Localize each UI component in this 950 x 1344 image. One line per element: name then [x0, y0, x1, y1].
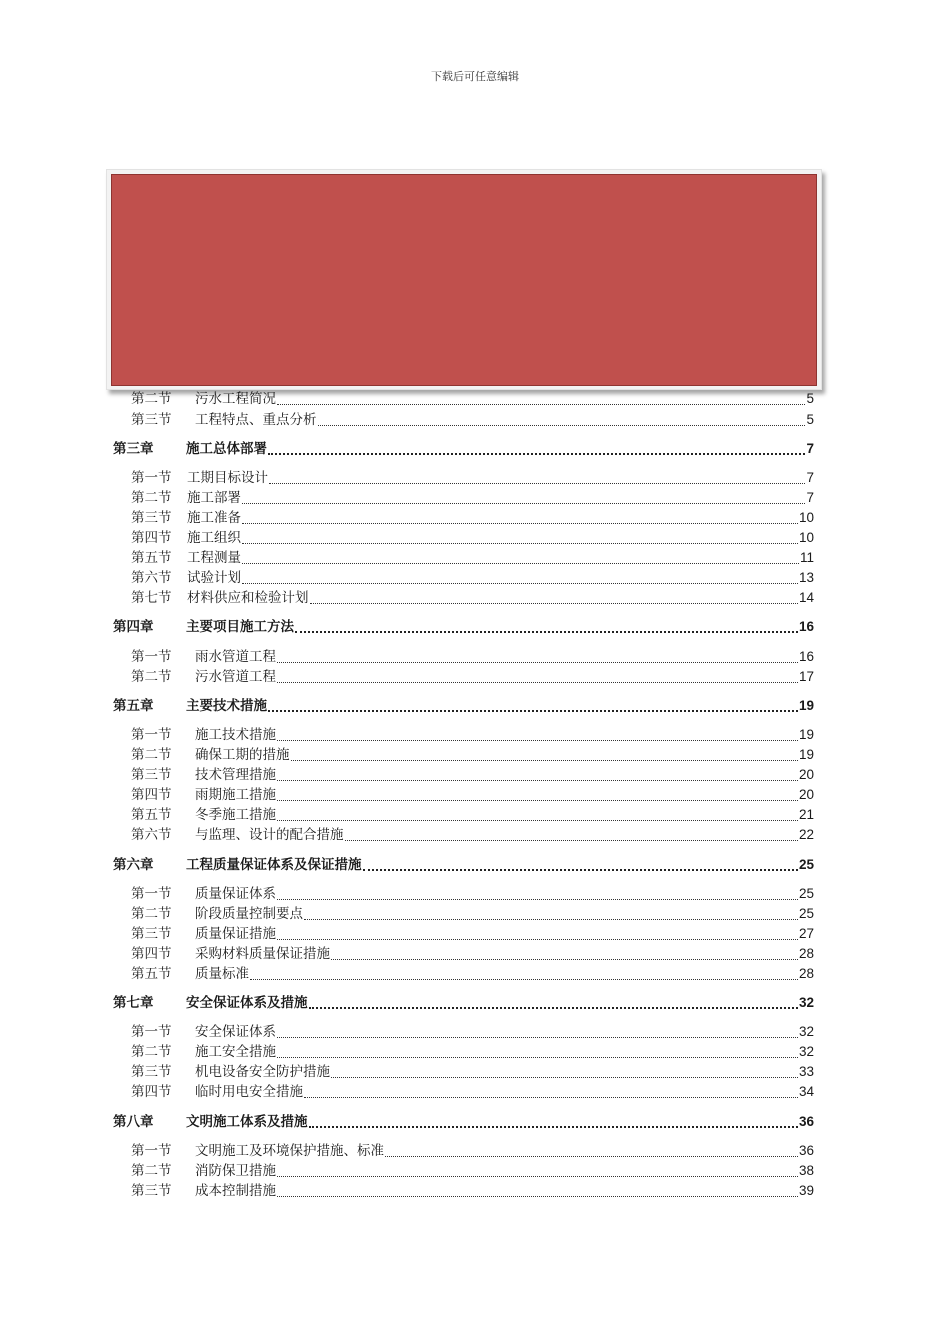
toc-page-number: 7 [806, 490, 814, 505]
toc-page-number: 20 [798, 787, 814, 802]
toc-dot-leader [277, 899, 798, 900]
toc-entry-number: 第八章 [113, 1114, 154, 1130]
toc-page-number: 39 [798, 1183, 814, 1198]
toc-entry-title: 污水工程简况 [195, 391, 276, 407]
toc-page-number: 7 [806, 470, 814, 485]
toc-page-number: 34 [798, 1084, 814, 1099]
toc-entry-number: 第二节 [131, 1044, 172, 1060]
toc-dot-leader [242, 543, 798, 544]
toc-section-entry[interactable] [131, 468, 814, 488]
toc-page-number: 38 [798, 1163, 814, 1178]
toc-entry-number: 第一节 [131, 1024, 172, 1040]
toc-dot-leader [277, 1196, 798, 1197]
toc-entry-title: 确保工期的措施 [195, 747, 290, 763]
toc-entry-title: 消防保卫措施 [195, 1163, 276, 1179]
toc-entry-number: 第一节 [131, 727, 172, 743]
toc-page-number: 33 [798, 1064, 814, 1079]
toc-section-entry[interactable] [131, 1181, 814, 1201]
toc-entry-title: 施工准备 [187, 510, 241, 526]
toc-entry-title: 质量保证体系 [195, 886, 276, 902]
toc-dot-leader [277, 780, 798, 781]
toc-entry-title: 工程特点、重点分析 [195, 412, 317, 428]
toc-entry-title: 工程质量保证体系及保证措施 [186, 857, 362, 873]
toc-entry-number: 第三节 [131, 1183, 172, 1199]
toc-entry-title: 施工部署 [187, 490, 241, 506]
toc-entry-title: 工期目标设计 [187, 470, 268, 486]
toc-page-number: 32 [798, 995, 814, 1010]
toc-entry-number: 第五节 [131, 550, 172, 566]
toc-section-entry[interactable] [131, 1022, 814, 1042]
toc-entry-number: 第二节 [131, 906, 172, 922]
toc-page-number: 20 [798, 767, 814, 782]
toc-entry-title: 质量标准 [195, 966, 249, 982]
toc-entry-number: 第二节 [131, 391, 172, 407]
toc-section-entry[interactable] [131, 805, 814, 825]
toc-chapter-entry[interactable] [113, 993, 814, 1013]
toc-entry-number: 第一节 [131, 470, 172, 486]
toc-section-entry[interactable] [131, 725, 814, 745]
toc-entry-title: 主要技术措施 [186, 698, 267, 714]
toc-chapter-entry[interactable] [113, 1112, 814, 1132]
toc-section-entry[interactable] [131, 647, 814, 667]
page-header-note: 下载后可任意编辑 [431, 70, 519, 83]
toc-entry-title: 材料供应和检验计划 [187, 590, 309, 606]
toc-entry-number: 第二节 [131, 490, 172, 506]
toc-section-entry[interactable] [131, 904, 814, 924]
toc-page-number: 13 [798, 570, 814, 585]
toc-page-number: 16 [798, 619, 814, 634]
toc-section-entry[interactable] [131, 785, 814, 805]
toc-dot-leader [277, 404, 805, 405]
toc-dot-leader [250, 979, 798, 980]
toc-section-entry[interactable] [131, 528, 814, 548]
toc-dot-leader [304, 919, 798, 920]
redaction-block [111, 174, 817, 386]
toc-page-number: 17 [798, 669, 814, 684]
toc-entry-title: 施工组织 [187, 530, 241, 546]
toc-section-entry[interactable] [131, 1062, 814, 1082]
toc-entry-number: 第五节 [131, 966, 172, 982]
toc-dot-leader [242, 563, 799, 564]
toc-page-number: 5 [806, 391, 814, 406]
toc-entry-title: 工程测量 [187, 550, 241, 566]
toc-page-number: 32 [798, 1024, 814, 1039]
toc-dot-leader [310, 603, 798, 604]
toc-dot-leader [277, 1057, 798, 1058]
toc-section-entry[interactable] [131, 745, 814, 765]
toc-entry-number: 第四节 [131, 530, 172, 546]
toc-page-number: 10 [798, 510, 814, 525]
toc-page-number: 21 [798, 807, 814, 822]
toc-entry-number: 第四节 [131, 946, 172, 962]
toc-section-entry[interactable] [131, 1082, 814, 1102]
toc-entry-number: 第四节 [131, 1084, 172, 1100]
toc-entry-number: 第六节 [131, 827, 172, 843]
toc-entry-number: 第三节 [131, 767, 172, 783]
toc-page-number: 19 [798, 698, 814, 713]
toc-section-entry[interactable] [131, 410, 814, 430]
toc-page-number: 25 [798, 886, 814, 901]
toc-chapter-entry[interactable] [113, 696, 814, 716]
toc-page-number: 19 [798, 747, 814, 762]
toc-entry-title: 质量保证措施 [195, 926, 276, 942]
toc-entry-number: 第二节 [131, 1163, 172, 1179]
toc-section-entry[interactable] [131, 667, 814, 687]
toc-entry-number: 第七节 [131, 590, 172, 606]
toc-section-entry[interactable] [131, 884, 814, 904]
toc-chapter-entry[interactable] [113, 855, 814, 875]
toc-page-number: 36 [798, 1114, 814, 1129]
toc-entry-title: 施工安全措施 [195, 1044, 276, 1060]
toc-page-number: 28 [798, 946, 814, 961]
toc-entry-number: 第六节 [131, 570, 172, 586]
toc-entry-number: 第六章 [113, 857, 154, 873]
toc-dot-leader [277, 800, 798, 801]
toc-entry-number: 第五章 [113, 698, 154, 714]
toc-dot-leader [277, 740, 798, 741]
toc-section-entry[interactable] [131, 389, 814, 409]
toc-entry-title: 污水管道工程 [195, 669, 276, 685]
toc-section-entry[interactable] [131, 944, 814, 964]
toc-entry-title: 文明施工及环境保护措施、标准 [195, 1143, 384, 1159]
toc-entry-title: 冬季施工措施 [195, 807, 276, 823]
toc-dot-leader [268, 710, 798, 712]
toc-entry-number: 第三节 [131, 926, 172, 942]
toc-entry-title: 与监理、设计的配合措施 [195, 827, 344, 843]
toc-dot-leader [309, 1126, 798, 1128]
toc-page-number: 19 [798, 727, 814, 742]
toc-dot-leader [385, 1156, 798, 1157]
toc-chapter-entry[interactable] [113, 617, 814, 637]
toc-entry-title: 试验计划 [187, 570, 241, 586]
toc-page-number: 32 [798, 1044, 814, 1059]
toc-section-entry[interactable] [131, 1141, 814, 1161]
toc-chapter-entry[interactable] [113, 439, 814, 459]
toc-dot-leader [268, 453, 805, 455]
toc-page-number: 10 [798, 530, 814, 545]
toc-section-entry[interactable] [131, 588, 814, 608]
toc-entry-title: 临时用电安全措施 [195, 1084, 303, 1100]
toc-page-number: 25 [798, 857, 814, 872]
toc-entry-number: 第五节 [131, 807, 172, 823]
toc-entry-title: 施工总体部署 [186, 441, 267, 457]
toc-entry-title: 主要项目施工方法 [186, 619, 294, 635]
toc-section-entry[interactable] [131, 765, 814, 785]
toc-dot-leader [331, 959, 798, 960]
toc-entry-title: 雨水管道工程 [195, 649, 276, 665]
toc-section-entry[interactable] [131, 568, 814, 588]
toc-entry-number: 第三章 [113, 441, 154, 457]
toc-dot-leader [331, 1077, 798, 1078]
toc-entry-number: 第三节 [131, 412, 172, 428]
toc-dot-leader [277, 939, 798, 940]
toc-page-number: 16 [798, 649, 814, 664]
toc-entry-number: 第四节 [131, 787, 172, 803]
toc-section-entry[interactable] [131, 488, 814, 508]
toc-page-number: 27 [798, 926, 814, 941]
toc-entry-number: 第三节 [131, 510, 172, 526]
toc-dot-leader [242, 523, 798, 524]
toc-dot-leader [277, 1176, 798, 1177]
toc-dot-leader [318, 425, 806, 426]
toc-section-entry[interactable] [131, 548, 814, 568]
toc-dot-leader [269, 483, 805, 484]
toc-entry-number: 第三节 [131, 1064, 172, 1080]
toc-section-entry[interactable] [131, 1161, 814, 1181]
toc-dot-leader [291, 760, 798, 761]
toc-section-entry[interactable] [131, 1042, 814, 1062]
toc-entry-number: 第二节 [131, 669, 172, 685]
toc-page-number: 11 [799, 550, 814, 565]
toc-entry-number: 第四章 [113, 619, 154, 635]
toc-page-number: 22 [798, 827, 814, 842]
toc-entry-title: 采购材料质量保证措施 [195, 946, 330, 962]
toc-dot-leader [304, 1097, 798, 1098]
toc-entry-title: 文明施工体系及措施 [186, 1114, 308, 1130]
toc-dot-leader [345, 840, 798, 841]
toc-page-number: 7 [806, 441, 814, 456]
toc-entry-title: 技术管理措施 [195, 767, 276, 783]
toc-page-number: 14 [798, 590, 814, 605]
toc-dot-leader [277, 662, 798, 663]
toc-entry-title: 雨期施工措施 [195, 787, 276, 803]
toc-page-number: 36 [798, 1143, 814, 1158]
toc-entry-title: 安全保证体系及措施 [186, 995, 308, 1011]
toc-section-entry[interactable] [131, 964, 814, 984]
toc-dot-leader [277, 1037, 798, 1038]
toc-entry-title: 机电设备安全防护措施 [195, 1064, 330, 1080]
toc-page-number: 25 [798, 906, 814, 921]
toc-entry-title: 安全保证体系 [195, 1024, 276, 1040]
toc-entry-number: 第二节 [131, 747, 172, 763]
toc-entry-title: 成本控制措施 [195, 1183, 276, 1199]
toc-dot-leader [295, 631, 798, 633]
toc-section-entry[interactable] [131, 508, 814, 528]
toc-dot-leader [242, 583, 798, 584]
toc-entry-number: 第七章 [113, 995, 154, 1011]
toc-dot-leader [242, 503, 805, 504]
toc-dot-leader [277, 820, 798, 821]
toc-dot-leader [363, 869, 798, 871]
toc-page-number: 5 [806, 412, 814, 427]
toc-dot-leader [277, 682, 798, 683]
toc-entry-title: 施工技术措施 [195, 727, 276, 743]
toc-entry-number: 第一节 [131, 649, 172, 665]
toc-section-entry[interactable] [131, 924, 814, 944]
toc-dot-leader [309, 1007, 798, 1009]
toc-entry-number: 第一节 [131, 1143, 172, 1159]
toc-page-number: 28 [798, 966, 814, 981]
toc-entry-number: 第一节 [131, 886, 172, 902]
toc-entry-title: 阶段质量控制要点 [195, 906, 303, 922]
toc-section-entry[interactable] [131, 825, 814, 845]
